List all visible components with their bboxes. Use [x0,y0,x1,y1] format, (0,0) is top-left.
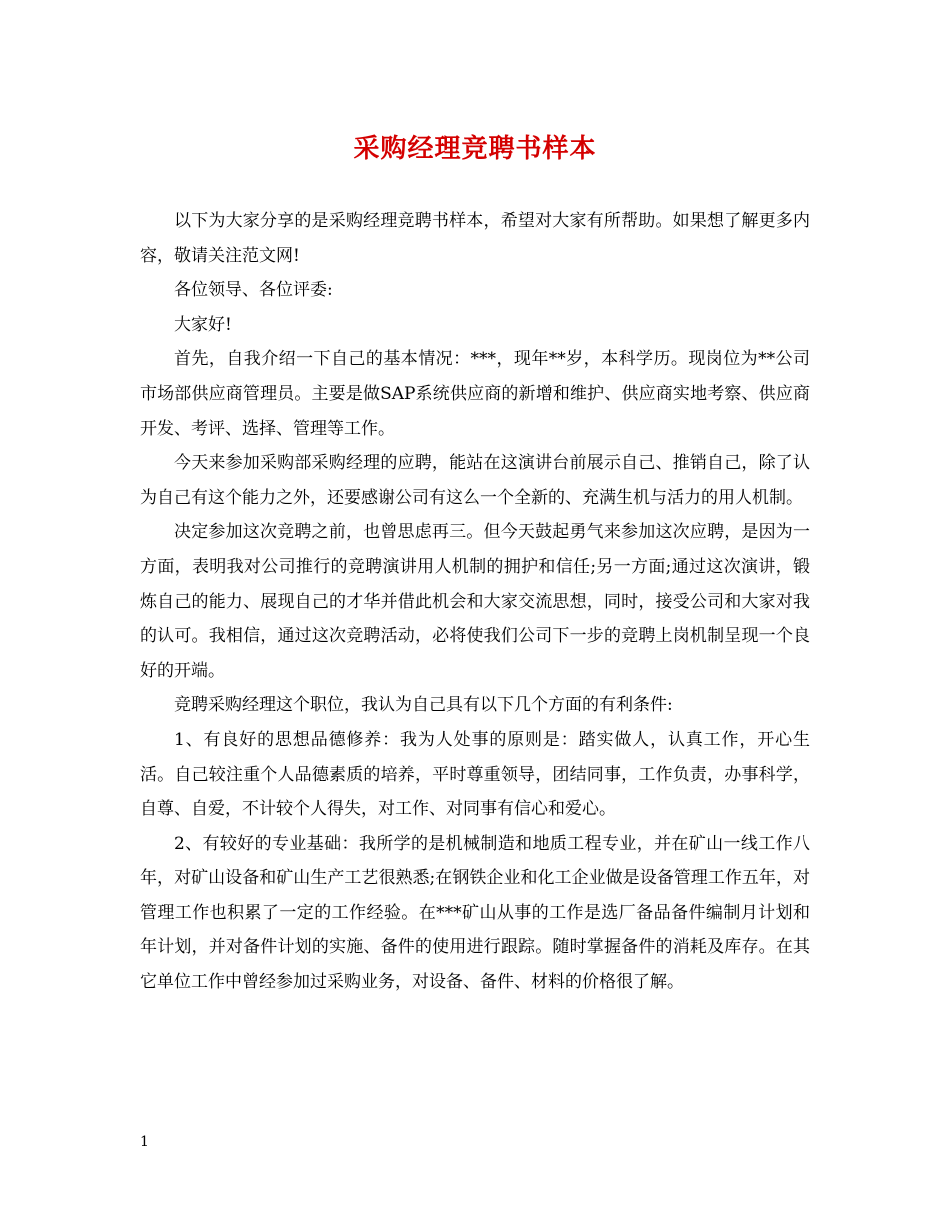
document-body [140,204,810,1000]
paragraph-intro: 以下为大家分享的是采购经理竞聘书样本，希望对大家有所帮助。如果想了解更多内容，敬请关注范文网! [140,211,810,266]
paragraph-condition-2: 2、有较好的专业基础：我所学的是机械制造和地质工程专业，并在矿山一线工作八年，对矿山设备和矿山生产工艺很熟悉;在钢铁企业和化工企业做是设备管理工作五年，对管理工作也积累了一定的工作经验。在***矿山从事的工作是选厂备品备件编制月计划和年计划，并对备件计划的实施、备件的使用进行跟踪。随时掌握备件的消耗及库存。在其它单位工作中曾经参加过采购业务，对设备、备件、材料的价格很了解。 [140,833,810,993]
paragraph-self-introduction: 首先，自我介绍一下自己的基本情况：***，现年**岁，本科学历。现岗位为**公司市场部供应商管理员。主要是做SAP系统供应商的新增和维护、供应商实地考察、供应商开发、考评、选择、管理等工作。 [140,349,810,439]
paragraph-condition-1: 1、有良好的思想品德修养：我为人处事的原则是：踏实做人，认真工作，开心生活。自己较注重个人品德素质的培养，平时尊重领导，团结同事，工作负责，办事科学，自尊、自爱，不计较个人得失，对工作、对同事有信心和爱心。 [140,729,810,820]
paragraph-application-reason: 今天来参加采购部采购经理的应聘，能站在这演讲台前展示自己、推销自己，除了认为自己有这个能力之外，还要感谢公司有这么一个全新的、充满生机与活力的用人机制。 [140,453,810,508]
paragraph-salutation: 各位领导、各位评委: [174,280,333,301]
document-title: 采购经理竞聘书样本 [353,134,597,164]
paragraph-greeting: 大家好! [174,314,232,335]
paragraph-conditions-intro: 竞聘采购经理这个职位，我认为自己具有以下几个方面的有利条件: [174,695,673,716]
page-number: 1 [140,1134,149,1150]
paragraph-decision: 决定参加这次竞聘之前，也曾思虑再三。但今天鼓起勇气来参加这次应聘，是因为一方面，表明我对公司推行的竞聘演讲用人机制的拥护和信任;另一方面;通过这次演讲，锻炼自己的能力、展现自己的才华并借此机会和大家交流思想，同时，接受公司和大家对我的认可。我相信，通过这次竞聘活动，必将使我们公司下一步的竞聘上岗机制呈现一个良好的开端。 [140,522,810,681]
